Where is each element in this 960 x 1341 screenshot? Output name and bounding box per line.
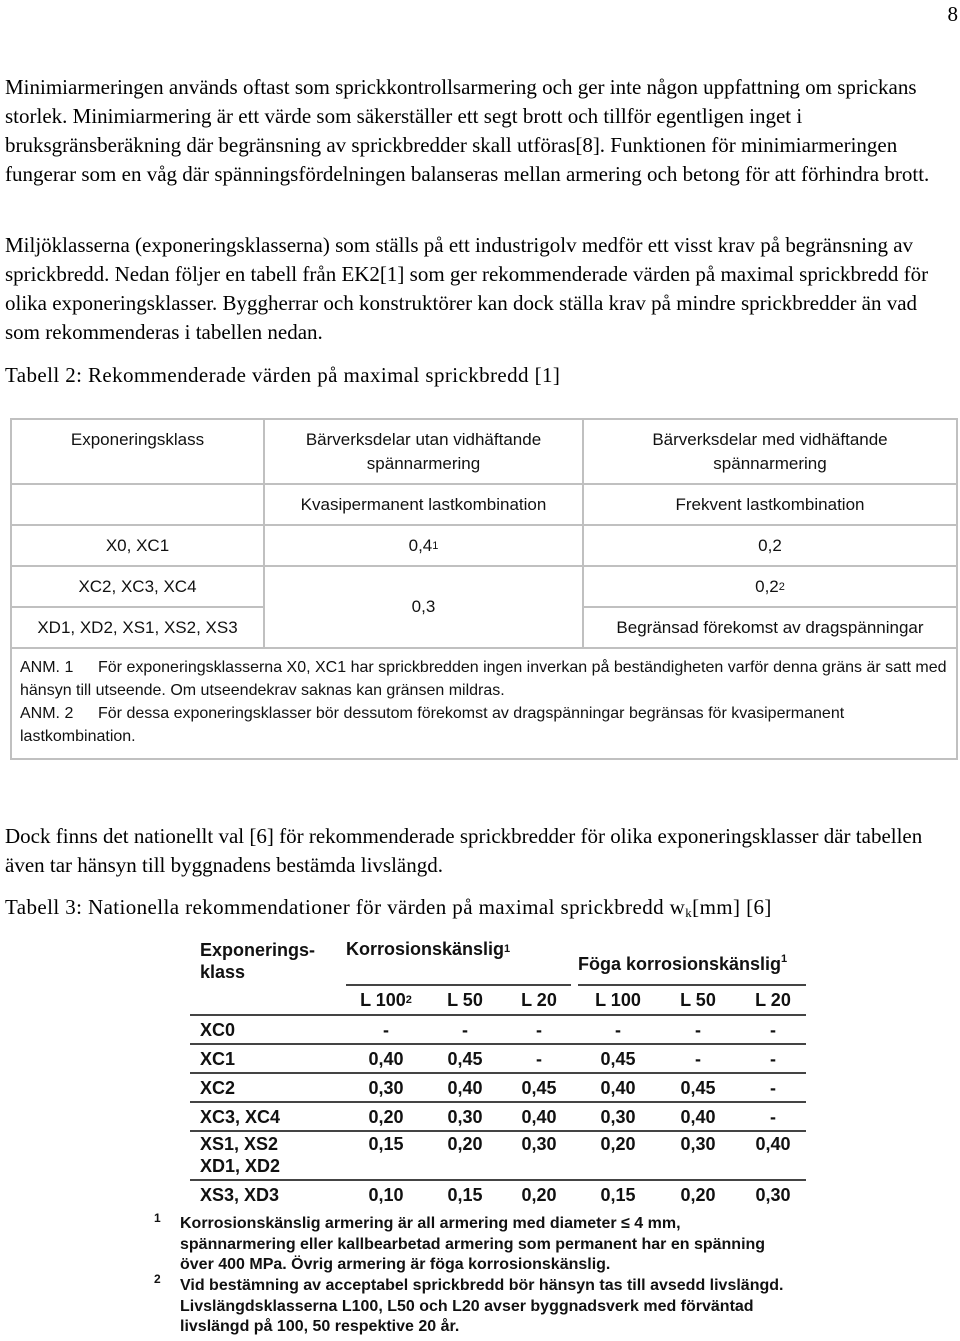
cell: 0,40 (521, 1107, 557, 1127)
header-exponeringsklass: Exponerings-klass (200, 940, 316, 982)
row-x0-xc1-class: X0, XC1 (105, 535, 170, 555)
cell: 0,15 (447, 1185, 483, 1205)
cell: 0,30 (755, 1185, 791, 1205)
cell: 0,40 (755, 1134, 791, 1154)
page-number: 8 (947, 2, 958, 26)
cell: - (770, 1020, 776, 1040)
footnote-2-mark: 2 (154, 1272, 161, 1286)
table3-caption: Tabell 3: Nationella rekommendationer för värden på maximal sprickbredd $w_k[mm]$ [6] (5, 895, 772, 920)
cell: - (536, 1049, 542, 1069)
row-xd-xs-value-frekvent: Begränsad förekomst av dragspänningar (616, 617, 924, 637)
paragraph-nationellt-val: Dock finns det nationellt val [6] för rekommenderade sprickbredder för olika exponeringsklasser där tabellen även tar hänsyn till byggnadens bestämda livslängd. (5, 824, 923, 877)
paragraph-miljoklasser: Miljöklasserna (exponeringsklasserna) som ställs på ett industrigolv medför ett visst krav på begränsning av sprickbredd. Nedan följer en tabell från EK2[1] som ger rekommenderade värden på maximal sprickbredd för olika exponeringsklasser. Byggherrar och konstruktörer kan dock ställa krav på mindre sprickbredder än vad som rekommenderas i tabellen nedan. (5, 233, 929, 344)
footnote-2: Vid bestämning av acceptabel sprickbredd bör hänsyn tas till avsedd livslängd. Livslängdsklasserna L100, L50 och L20 avser byggnadsverk med förväntad livslängd på 100, 50 respektive 20 år. (180, 1277, 784, 1335)
table2 (10, 418, 958, 760)
cell: 0,20 (447, 1134, 483, 1154)
cell: - (695, 1020, 701, 1040)
cell: 0,45 (600, 1049, 636, 1069)
header-korrosionskanslig: Korrosionskänslig 1 (346, 939, 511, 959)
cell: 0,30 (447, 1107, 483, 1127)
header-l50-f: L 50 (680, 990, 716, 1010)
row-xc2-class: XC2, XC3, XC4 (78, 576, 197, 596)
cell: 0,20 (521, 1185, 557, 1205)
footnote-1: Korrosionskänslig armering är all armering med diameter ≤ 4 mm, spännarmering eller kallbearbetad armering som permanent har en spänning över 400 MPa. Övrig armering är föga korrosionskänslig. (180, 1215, 766, 1273)
header-kvasipermanent: Kvasipermanent lastkombination (300, 494, 547, 514)
header-l100-f: L 100 (595, 990, 641, 1010)
header-med-vidhaftande: Bärverksdelar med vidhäftande spännarmering (652, 430, 888, 473)
cell: 0,30 (680, 1134, 716, 1154)
row-xs3-xd3-class: XS3, XD3 (200, 1185, 280, 1205)
header-l100-k: L 100 2 (360, 990, 412, 1010)
cell: 0,45 (447, 1049, 483, 1069)
row-xc2-value-frekvent: 0,2 2 (755, 576, 785, 596)
table2-note-2: ANM. 2 För dessa exponeringsklasser bör dessutom förekomst av dragspänningar begränsas för kvasipermanent lastkombination. (20, 705, 845, 745)
header-l20-f: L 20 (755, 990, 791, 1010)
row-xc3-xc4-class: XC3, XC4 (200, 1107, 281, 1127)
header-foga-korrosionskanslig: Föga korrosionskänslig$^1$ (578, 952, 788, 974)
row-x0-xc1-value-frekvent: 0,2 (758, 535, 782, 555)
cell: 0,20 (368, 1107, 404, 1127)
table2-notes (20, 656, 950, 748)
header-frekvent: Frekvent lastkombination (675, 494, 865, 514)
cell: - (383, 1020, 389, 1040)
header-l50-k: L 50 (447, 990, 483, 1010)
cell: - (462, 1020, 468, 1040)
cell: - (770, 1078, 776, 1098)
header-exponeringsklass: Exponeringsklass (70, 430, 205, 449)
table2-caption: Tabell 2: Rekommenderade värden på maximal sprickbredd [1] (5, 363, 561, 387)
cell: 0,20 (680, 1185, 716, 1205)
cell: - (615, 1020, 621, 1040)
footnote-1-mark: 1 (154, 1211, 161, 1225)
header-l20-k: L 20 (521, 990, 557, 1010)
cell: 0,45 (680, 1078, 716, 1098)
row-xc0-class: XC0 (200, 1020, 236, 1040)
cell: 0,40 (447, 1078, 483, 1098)
cell: 0,20 (600, 1134, 636, 1154)
row-x0-xc1-value: 0,4 1 (408, 535, 439, 555)
table2-note-1: ANM. 1 För exponeringsklasserna X0, XC1 har sprickbredden ingen inverkan på beständigheten varför denna gräns är satt med hänsyn till utseende. Om utseendekrav saknas kan gränsen mildras. (20, 659, 947, 699)
cell: - (536, 1020, 542, 1040)
cell: - (770, 1107, 776, 1127)
cell: - (770, 1049, 776, 1069)
cell: 0,30 (600, 1107, 636, 1127)
cell: 0,15 (368, 1134, 404, 1154)
table3 (150, 928, 810, 1340)
paragraph-minimiarmering: Minimiarmeringen används oftast som sprickkontrollsarmering och ger inte någon uppfattning om sprickans storlek. Minimiarmering är ett värde som säkerställer ett segt brott och tillför egentligen inget i bruksgränsberäkning där begränsning av sprickbredder skall utföras[8]. Funktionen för minimiarmeringen fungerar som en våg där spänningsfördelningen balanseras mellan armering och betong för att förhindra brott. (5, 75, 930, 186)
cell: 0,10 (368, 1185, 404, 1205)
row-xc2-class: XC2 (200, 1078, 236, 1098)
cell: - (695, 1049, 701, 1069)
cell: 0,40 (680, 1107, 716, 1127)
cell: 0,40 (368, 1049, 404, 1069)
row-xc2-xd-value: 0,3 (411, 597, 436, 616)
cell: 0,40 (600, 1078, 636, 1098)
cell: 0,30 (521, 1134, 557, 1154)
header-utan-vidhaftande: Bärverksdelar utan vidhäftande spännarmering (305, 430, 542, 473)
row-xc1-class: XC1 (200, 1049, 236, 1069)
cell: 0,30 (368, 1078, 404, 1098)
row-xs1-xd1-class: XS1, XS2 XD1, XD2 (200, 1134, 281, 1176)
row-xd-xs-class: XD1, XD2, XS1, XS2, XS3 (37, 617, 238, 637)
cell: 0,45 (521, 1078, 557, 1098)
cell: 0,15 (600, 1185, 636, 1205)
